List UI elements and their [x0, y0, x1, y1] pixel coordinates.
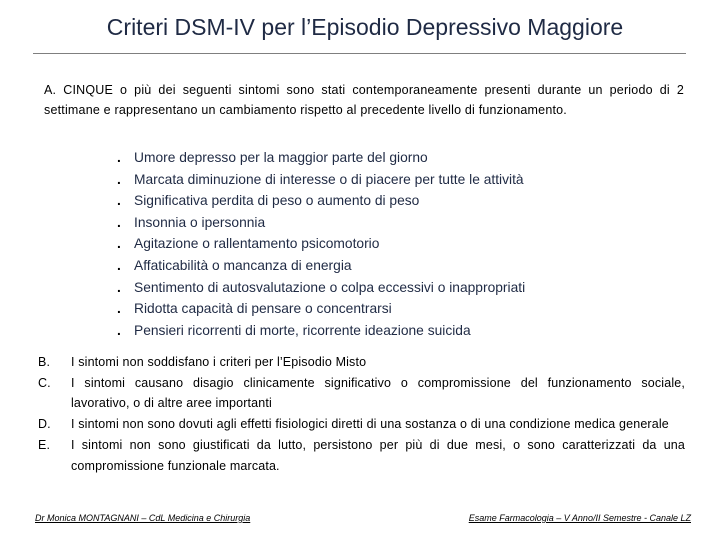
symptom-text: Insonnia o ipersonnia: [134, 214, 266, 230]
footer-author: Dr Monica MONTAGNANI – CdL Medicina e Chirurgia: [35, 513, 251, 523]
criterion-item: [38, 352, 685, 373]
symptom-item: [117, 212, 697, 234]
symptom-text: Umore depresso per la maggior parte del giorno: [134, 150, 428, 165]
bullet-marker: .: [117, 150, 121, 165]
symptom-item: [117, 233, 697, 255]
criterion-label: B.: [38, 355, 51, 369]
criterion-text: I sintomi non soddisfano i criteri per l’Episodio Misto: [71, 355, 367, 369]
symptom-item: [117, 147, 697, 169]
symptom-item: [117, 190, 697, 212]
criterion-text: I sintomi non sono dovuti agli effetti fisiologici diretti di una sostanza o di una condizione medica generale: [71, 417, 669, 432]
criterion-item: [38, 435, 685, 476]
symptom-text: Marcata diminuzione di interesse o di piacere per tutte le attività: [134, 171, 524, 187]
symptom-item: [117, 277, 697, 299]
footer-course: Esame Farmacologia – V Anno/II Semestre - Canale LZ: [468, 513, 691, 523]
bullet-marker: .: [117, 257, 121, 273]
criterion-item: [38, 414, 685, 435]
criterion-label: D.: [38, 417, 51, 432]
bullet-marker: .: [117, 236, 121, 252]
symptom-item: [117, 298, 697, 320]
criterion-a-keyword: CINQUE: [63, 83, 114, 97]
bullet-marker: .: [117, 214, 121, 230]
page-title: Criteri DSM-IV per l’Episodio Depressivo Maggiore: [106, 14, 624, 40]
criterion-a-label: A.: [44, 83, 57, 97]
symptom-text: Affaticabilità o mancanza di energia: [134, 257, 352, 273]
symptom-item: [117, 255, 697, 277]
symptom-text: Sentimento di autosvalutazione o colpa eccessivi o inappropriati: [134, 279, 526, 295]
bullet-marker: .: [117, 171, 121, 187]
symptom-text: Significativa perdita di peso o aumento di peso: [134, 193, 420, 209]
criterion-label: C.: [38, 375, 51, 390]
bullet-marker: .: [117, 279, 121, 295]
symptom-text: Agitazione o rallentamento psicomotorio: [134, 236, 380, 252]
symptom-text: Pensieri ricorrenti di morte, ricorrente ideazione suicida: [134, 322, 471, 338]
symptom-item: [117, 320, 697, 342]
bullet-marker: .: [117, 193, 121, 209]
criterion-text: I sintomi causano disagio clinicamente significativo o compromissione del funzionamento sociale, lavorativo, o di altre aree importanti: [71, 375, 685, 411]
symptom-list: [117, 147, 697, 341]
title-divider: [33, 53, 686, 54]
symptom-text: Ridotta capacità di pensare o concentrarsi: [134, 301, 392, 317]
criteria-list: [38, 352, 685, 476]
criterion-text: I sintomi non sono giustificati da lutto, persistono per più di due mesi, o sono caratterizzati da una compromissione funzionale marcata.: [71, 437, 685, 473]
symptom-item: [117, 169, 697, 191]
bullet-marker: .: [117, 322, 121, 338]
criterion-a-text: o più dei seguenti sintomi sono stati contemporaneamente presenti durante un periodo di 2 settimane e rappresentano un cambiamento rispetto al precedente livello di funzionamento.: [44, 83, 684, 117]
criterion-label: E.: [38, 437, 51, 452]
criterion-a-paragraph: [44, 80, 684, 120]
bullet-marker: .: [117, 301, 121, 317]
criterion-item: [38, 373, 685, 414]
